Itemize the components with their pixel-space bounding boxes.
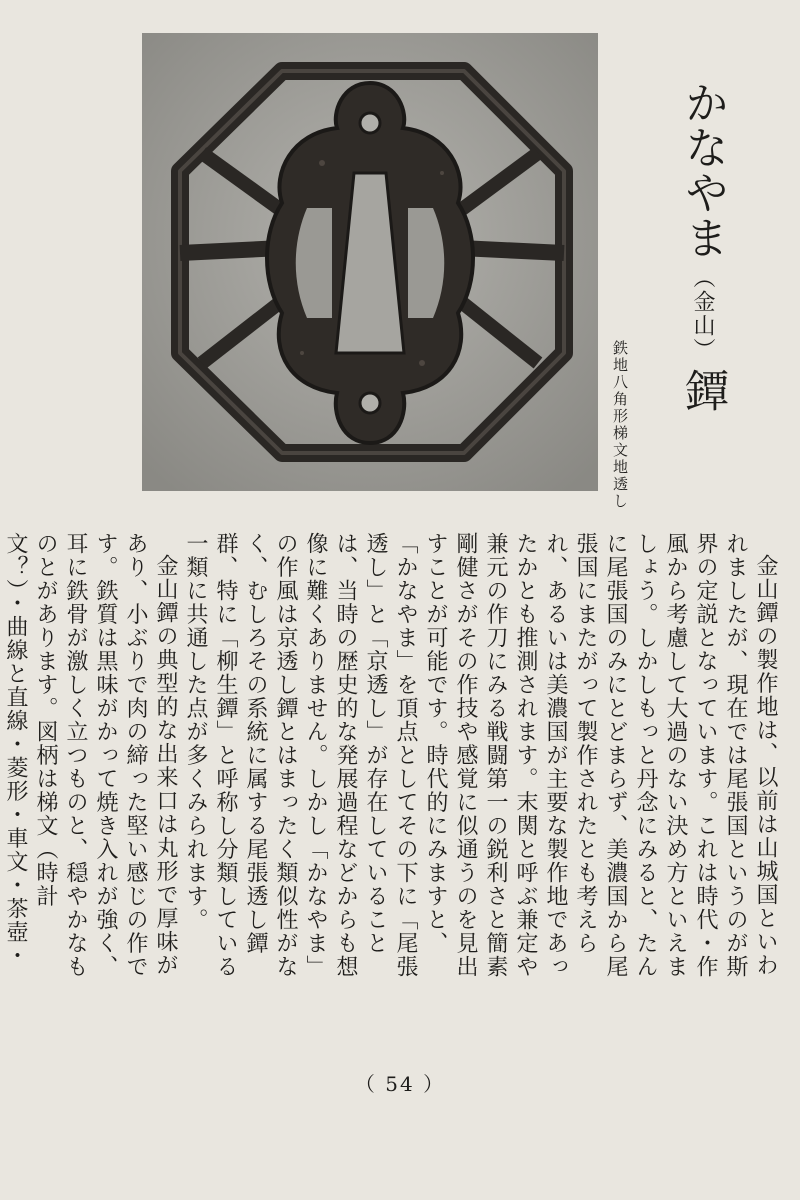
tsuba-photo (142, 33, 598, 491)
tsuba-octagonal-icon (142, 33, 598, 491)
paragraph-2: 金山鐔の典型的な出来口は丸形で厚味があり、小ぶりで肉の締った堅い感じの作です。鉄質は黒味がかって焼き入れが強く、耳に鉄骨が激しく立つものと、穏やかなものとがあります。図柄は梯文（時計文？）・曲線と直線・菱形・車文・茶壺・ (3, 532, 178, 979)
paragraph-1: 金山鐔の製作地は、以前は山城国といわれましたが、現在では尾張国というのが斯界の定説となっています。これは時代・作風から考慮して大過のない決め方といえましょう。しかしもっと丹念にみると、たんに尾張国のみにとどまらず、美濃国から尾張国にまたがって製作されたとも考えられ、あるいは美濃国が主要な製作地であったかとも推測されます。末関と呼ぶ兼定や兼元の作刀にみる戦闘第一の鋭利さと簡素剛健さがその作技や感覚に似通うのを見出すことが可能です。時代的にみますと、「かなやま」を頂点としてその下に「尾張透し」と「京透し」が存在していることは、当時の歴史的な発展過程などからも想像に難くありません。しかし「かなやま」の作風は京透し鐔とはまったく類似性がなく、むしろその系統に属する尾張透し鐔群、特に「柳生鐔」と呼称し分類している一類に共通した点が多くみられます。 (183, 532, 778, 979)
figure-caption: 鉄地八角形梯文地透し (611, 340, 629, 510)
body-text (3, 532, 780, 980)
title-reading: （金山） (690, 266, 715, 362)
title-main: かなやま (677, 80, 728, 260)
title-end: 鐔 (677, 368, 728, 413)
page-title (677, 80, 728, 413)
page-number: （ 54 ） (354, 1072, 446, 1096)
